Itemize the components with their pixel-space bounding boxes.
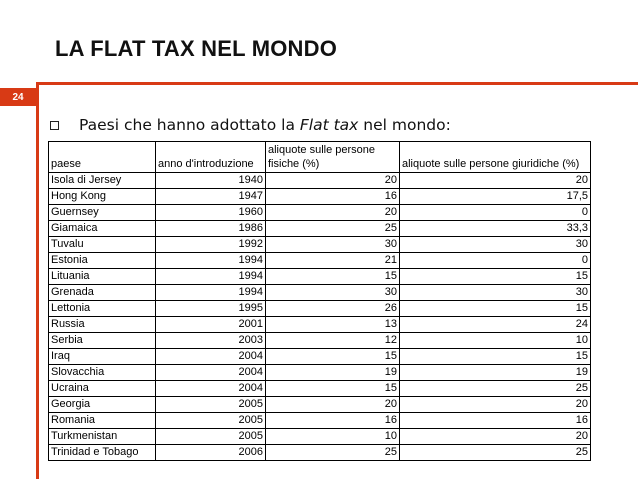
cell-personal-rate: 20 — [266, 397, 400, 413]
cell-corporate-rate: 15 — [400, 269, 591, 285]
cell-country: Serbia — [49, 333, 156, 349]
flat-tax-table — [48, 141, 591, 461]
cell-year: 2006 — [156, 445, 266, 461]
cell-country: Trinidad e Tobago — [49, 445, 156, 461]
cell-personal-rate: 25 — [266, 221, 400, 237]
cell-year: 1994 — [156, 285, 266, 301]
cell-personal-rate: 15 — [266, 349, 400, 365]
page-number-badge: 24 — [0, 88, 36, 106]
cell-personal-rate: 20 — [266, 173, 400, 189]
cell-corporate-rate: 0 — [400, 253, 591, 269]
cell-corporate-rate: 15 — [400, 301, 591, 317]
table-row — [49, 381, 591, 397]
cell-year: 1960 — [156, 205, 266, 221]
cell-country: Ucraina — [49, 381, 156, 397]
cell-personal-rate: 21 — [266, 253, 400, 269]
cell-year: 2004 — [156, 381, 266, 397]
cell-country: Iraq — [49, 349, 156, 365]
cell-personal-rate: 12 — [266, 333, 400, 349]
cell-corporate-rate: 25 — [400, 445, 591, 461]
table-row — [49, 397, 591, 413]
cell-country: Lituania — [49, 269, 156, 285]
header-year: anno d'introduzione — [156, 142, 266, 173]
cell-corporate-rate: 0 — [400, 205, 591, 221]
cell-corporate-rate: 16 — [400, 413, 591, 429]
header-corporate-rate: aliquote sulle persone giuridiche (%) — [400, 142, 591, 173]
cell-corporate-rate: 30 — [400, 285, 591, 301]
bullet-text — [79, 116, 451, 134]
cell-year: 2005 — [156, 397, 266, 413]
cell-country: Grenada — [49, 285, 156, 301]
cell-personal-rate: 19 — [266, 365, 400, 381]
cell-year: 2005 — [156, 429, 266, 445]
table-header-row — [49, 142, 591, 173]
cell-year: 2003 — [156, 333, 266, 349]
table-row — [49, 253, 591, 269]
cell-country: Guernsey — [49, 205, 156, 221]
cell-year: 1995 — [156, 301, 266, 317]
table-row — [49, 221, 591, 237]
table-row — [49, 429, 591, 445]
cell-country: Giamaica — [49, 221, 156, 237]
bullet-text-end: nel mondo: — [358, 116, 451, 134]
cell-year: 1992 — [156, 237, 266, 253]
cell-year: 2001 — [156, 317, 266, 333]
cell-personal-rate: 30 — [266, 285, 400, 301]
cell-year: 1994 — [156, 269, 266, 285]
cell-year: 1940 — [156, 173, 266, 189]
cell-personal-rate: 13 — [266, 317, 400, 333]
cell-country: Lettonia — [49, 301, 156, 317]
table-row — [49, 413, 591, 429]
cell-year: 1947 — [156, 189, 266, 205]
cell-corporate-rate: 24 — [400, 317, 591, 333]
cell-corporate-rate: 15 — [400, 349, 591, 365]
table-row — [49, 285, 591, 301]
accent-rule-vertical — [36, 82, 39, 479]
cell-country: Isola di Jersey — [49, 173, 156, 189]
table-row — [49, 365, 591, 381]
cell-personal-rate: 16 — [266, 413, 400, 429]
table-row — [49, 205, 591, 221]
cell-year: 1986 — [156, 221, 266, 237]
cell-corporate-rate: 20 — [400, 173, 591, 189]
cell-personal-rate: 15 — [266, 269, 400, 285]
cell-personal-rate: 30 — [266, 237, 400, 253]
cell-corporate-rate: 20 — [400, 397, 591, 413]
cell-personal-rate: 25 — [266, 445, 400, 461]
accent-rule-horizontal — [37, 82, 638, 85]
cell-corporate-rate: 25 — [400, 381, 591, 397]
table-row — [49, 269, 591, 285]
table-row — [49, 301, 591, 317]
cell-personal-rate: 10 — [266, 429, 400, 445]
cell-corporate-rate: 33,3 — [400, 221, 591, 237]
table-row — [49, 333, 591, 349]
cell-personal-rate: 16 — [266, 189, 400, 205]
cell-corporate-rate: 20 — [400, 429, 591, 445]
cell-corporate-rate: 17,5 — [400, 189, 591, 205]
table-row — [49, 445, 591, 461]
cell-year: 2004 — [156, 365, 266, 381]
cell-personal-rate: 26 — [266, 301, 400, 317]
cell-year: 1994 — [156, 253, 266, 269]
cell-country: Tuvalu — [49, 237, 156, 253]
table-row — [49, 317, 591, 333]
cell-country: Estonia — [49, 253, 156, 269]
cell-personal-rate: 15 — [266, 381, 400, 397]
bullet-text-italic: Flat tax — [299, 116, 359, 134]
bullet-text-start: Paesi che hanno adottato la — [79, 116, 300, 134]
table-row — [49, 237, 591, 253]
bullet-item — [50, 116, 451, 134]
cell-personal-rate: 20 — [266, 205, 400, 221]
cell-corporate-rate: 10 — [400, 333, 591, 349]
cell-corporate-rate: 30 — [400, 237, 591, 253]
cell-year: 2005 — [156, 413, 266, 429]
cell-country: Russia — [49, 317, 156, 333]
cell-country: Georgia — [49, 397, 156, 413]
square-bullet-icon — [50, 121, 59, 130]
table-row — [49, 189, 591, 205]
slide-title: LA FLAT TAX NEL MONDO — [55, 36, 338, 61]
header-personal-rate: aliquote sulle persone fisiche (%) — [266, 142, 400, 173]
cell-year: 2004 — [156, 349, 266, 365]
cell-country: Turkmenistan — [49, 429, 156, 445]
table-row — [49, 173, 591, 189]
header-country: paese — [49, 142, 156, 173]
cell-country: Romania — [49, 413, 156, 429]
table-row — [49, 349, 591, 365]
cell-corporate-rate: 19 — [400, 365, 591, 381]
cell-country: Hong Kong — [49, 189, 156, 205]
cell-country: Slovacchia — [49, 365, 156, 381]
